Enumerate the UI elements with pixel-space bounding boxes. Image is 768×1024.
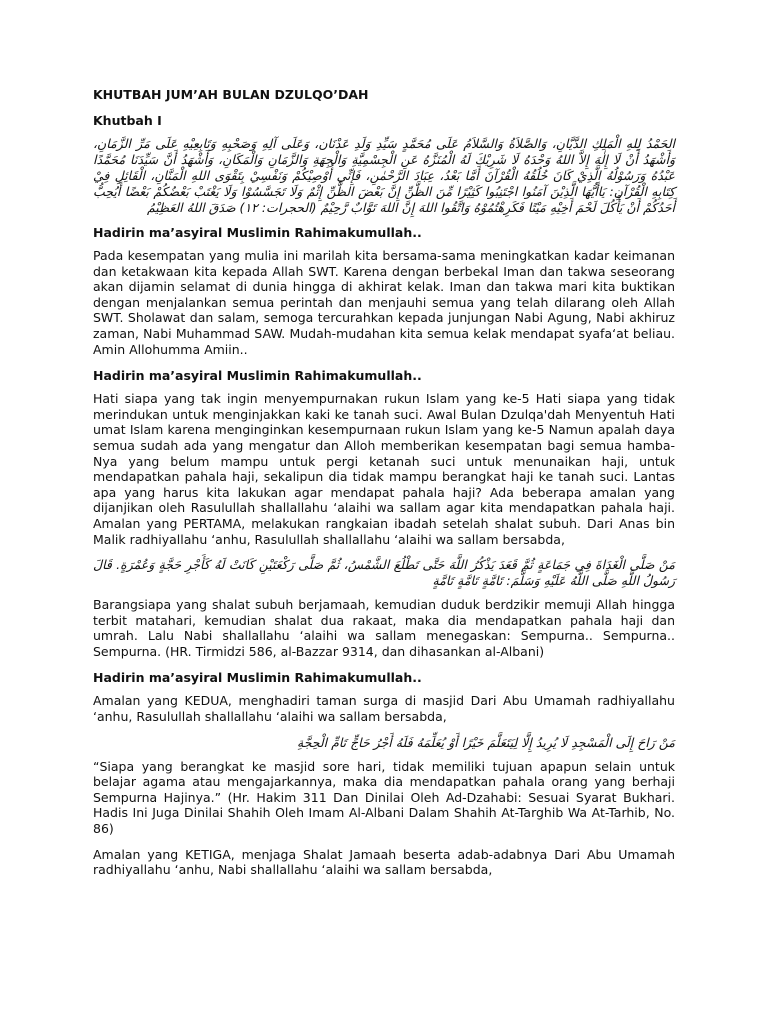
paragraph-amalan-kedua: Amalan yang KEDUA, menghadiri taman surga di masjid Dari Abu Umamah radhiyallahu ‘anhu, Rasulullah shallallahu ‘alaihi wa sallam bersabda, xyxy=(93,693,675,725)
hadith-arabic-2: مَنْ رَاحَ إِلَى الْمَسْجِدِ لَا يُرِيدُ إِلَّا لِيَتَعَلَّمَ خَيْرًا أَوْ يُعَلِّمَهُ فَلَهُ أَجْرُ حَاجٍّ تَامِّ الْحِجَّةِ xyxy=(297,734,675,750)
hadith-arabic-1: مَنْ صَلَّى الْغَدَاةَ فِي جَمَاعَةٍ ثُمَّ قَعَدَ يَذْكُرُ اللَّهَ حَتَّى تَطْلُعَ الشَّمْسُ، ثُمَّ صَلَّى رَكْعَتَيْنِ كَانَتْ لَهُ كَأَجْرِ حَجَّةٍ وَعُمْرَةٍ. قَالَ رَسُولُ اللَّهِ صَلَّى اللَّهُ عَلَيْهِ وَسَلَّمَ: تَامَّةٍ تَامَّةٍ تَامَّةٍ xyxy=(93,557,675,589)
section-heading-2: Hadirin ma’asyiral Muslimin Rahimakumullah.. xyxy=(93,368,422,384)
paragraph-amalan-ketiga: Amalan yang KETIGA, menjaga Shalat Jamaah beserta adab-adabnya Dari Abu Umamah radhiyallahu ‘anhu, Nabi shallallahu ‘alaihi wa sallam bersabda, xyxy=(93,846,675,878)
khutbah-subtitle: Khutbah I xyxy=(93,113,162,128)
paragraph-opening: Pada kesempatan yang mulia ini marilah kita bersama-sama meningkatkan kadar keimanan dan ketakwaan kita kepada Allah SWT. Karena dengan berbekal Iman dan takwa seseorang akan dijamin selamat di dunia hingga di akhirat kelak. Iman dan takwa mari kita buktikan dengan menjalankan semua perintah dan menjauhi semua yang telah dilarang oleh Allah SWT. Sholawat dan salam, semoga tercurahkan kepada junjungan Nabi Agung, Nabi akhiruz zaman, Nabi Muhammad SAW. Mudah-mudahan kita semua kelak mendapat syafa‘at beliau. Amin Allohumma Amiin.. xyxy=(93,248,675,357)
paragraph-hadith-1-translation: Barangsiapa yang shalat subuh berjamaah, kemudian duduk berdzikir memuji Allah hingga terbit matahari, kemudian shalat dua rakaat, maka dia mendapatkan pahala haji dan umrah. Lalu Nabi shallallahu ‘alaihi wa sallam menegaskan: Sempurna.. Sempurna.. Sempurna. (HR. Tirmidzi 586, al-Bazzar 9314, dan dihasankan al-Albani) xyxy=(93,597,675,659)
paragraph-hadith-2-translation: “Siapa yang berangkat ke masjid sore hari, tidak memiliki tujuan apapun selain untuk belajar agama atau mengajarkannya, maka dia mendapatkan pahala orang yang berhaji Sempurna Hajinya.” (Hr. Hakim 311 Dan Dinilai Oleh Ad-Dzahabi: Sesuai Syarat Bukhari. Hadis Ini Juga Dinilai Shahih Oleh Imam Al-Albani Dalam Shahih At-Targhib Wa At-Tarhib, No. 86) xyxy=(93,758,675,837)
section-heading-1: Hadirin ma’asyiral Muslimin Rahimakumullah.. xyxy=(93,225,422,240)
document-page xyxy=(93,86,675,888)
document-title: KHUTBAH JUM’AH BULAN DZULQO’DAH xyxy=(93,87,369,102)
opening-arabic-text: الحَمْدُ لِلهِ الْمَلِكِ الدَّيَّانِ، وَالصَّلاَةُ وَالسَّلاَمُ عَلَى مُحَمَّدٍ سَيِّدِ وَلَدِ عَدْنَان، وَعَلَى آلِهِ وَصَحْبِهِ وَتَابِعِيْهِ عَلَى مَرِّ الزَّمَانِ، وَأَشْهَدُ أَنْ لَا إِلٰهَ إِلاَّ اللهُ وَحْدَهُ لَا شَرِيْكَ لَهُ الْمُنَزَّهُ عَنِ الْجِسْمِيَّةِ وَالْجِهَةِ وَالزَّمَانِ وَالْمَكَانِ، وَأَشْهَدُ أَنَّ سَيِّدَنَا مُحَمَّدًا عَبْدُهُ وَرَسُوْلُهُ الَّذِيْ كَانَ خُلُقُهُ الْقُرْآنَ أَمَّا بَعْدُ، عِبَادَ الرَّحْمٰنِ، فَإِنِّي أُوْصِيْكُمْ وَنَفْسِيْ بِتَقْوَى اللهِ الْمَنَّانِ، الْقَائِلِ فِيْ كِتَابِهِ الْقُرْآنِ: يَاأَيُّهَا الَّذِيْنَ آمَنُوا اجْتَنِبُوا كَثِيْرًا مِّنَ الظَّنِّ إِنَّ بَعْضَ الظَّنِّ إِثْمٌ وَلَا تَجَسَّسُوْا وَلَا يَغْتَبْ بَعْضُكُمْ بَعْضًا أَيُحِبُّ أَحَدُكُمْ أَنْ يَأْكُلَ لَحْمَ أَخِيْهِ مَيْتًا فَكَرِهْتُمُوْهُ وَاتَّقُوا اللهَ إِنَّ اللهَ تَوَّابٌ رَّحِيْمٌ (الحجرات: ١٢) صَدَقَ اللهُ العَظِيْمُ xyxy=(93,136,675,215)
paragraph-amalan-pertama: Hati siapa yang tak ingin menyempurnakan rukun Islam yang ke-5 Hati siapa yang tidak merindukan untuk menginjakkan kaki ke tanah suci. Awal Bulan Dzulqa'dah Menyentuh Hati umat Islam karena menginginkan kesempurnaan rukun Islam yang ke-5 Namun apalah daya semua sudah ada yang mengatur dan Alloh memberikan kesempatan bagi semua hamba-Nya yang belum mampu untuk pergi ketanah suci untuk menunaikan haji, untuk mendapatkan pahala haji, sekalipun dia tidak mampu berangkat haji ke tanah suci. Lantas apa yang harus kita lakukan agar mendapat pahala haji? Ada beberapa amalan yang dijanjikan oleh Rasulullah shallallahu ‘alaihi wa sallam agar kita mendapatkan pahala haji. Amalan yang PERTAMA, melakukan rangkaian ibadah setelah shalat subuh. Dari Anas bin Malik radhiyallahu ‘anhu, Rasulullah shallallahu ‘alaihi wa sallam bersabda, xyxy=(93,391,675,547)
section-heading-3: Hadirin ma’asyiral Muslimin Rahimakumullah.. xyxy=(93,670,422,686)
